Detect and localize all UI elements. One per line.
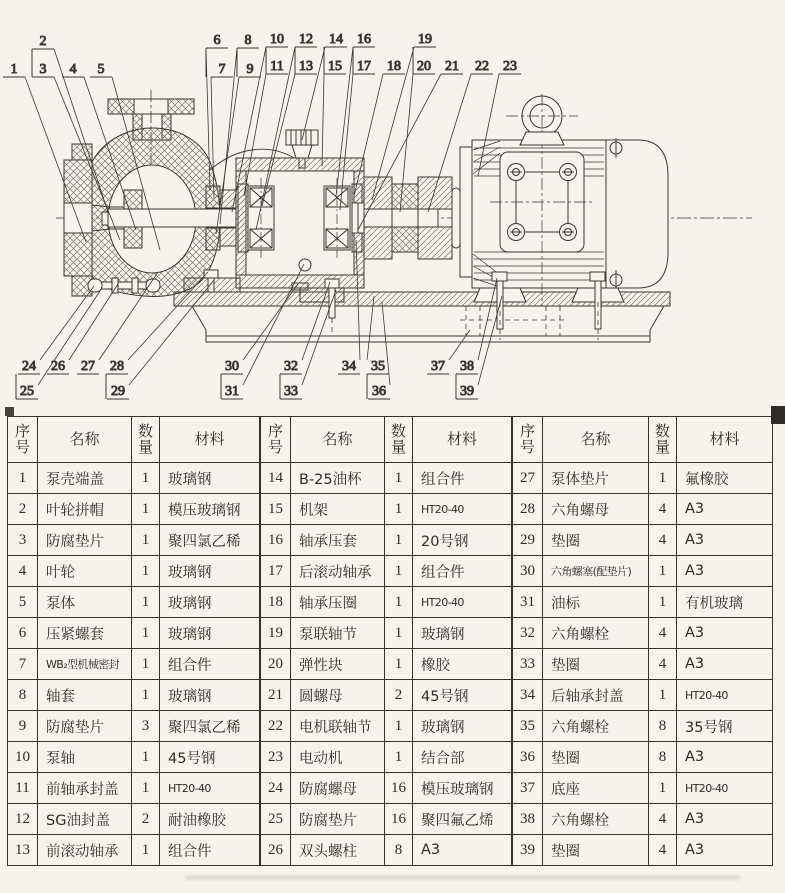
- callout-label: 39: [460, 384, 474, 399]
- part-no-cell: 39: [513, 835, 543, 866]
- table-row: [261, 835, 512, 866]
- part-material-cell: HT20-40: [677, 680, 773, 711]
- part-qty-cell: 4: [649, 494, 677, 525]
- table-row: [8, 835, 260, 866]
- header-no: 序号: [513, 417, 543, 463]
- part-name-cell: 泵体: [38, 587, 132, 618]
- part-material-cell: A3: [677, 835, 773, 866]
- header-material: 材料: [160, 417, 260, 463]
- callout-label: 22: [475, 59, 489, 74]
- table-row: [513, 618, 773, 649]
- header-qty: 数量: [649, 417, 677, 463]
- header-qty: 数量: [132, 417, 160, 463]
- table-row: [8, 587, 260, 618]
- table-row: [513, 742, 773, 773]
- part-no-cell: 8: [8, 680, 38, 711]
- part-no-cell: 13: [8, 835, 38, 866]
- part-qty-cell: 4: [649, 649, 677, 680]
- part-name-cell: 底座: [543, 773, 649, 804]
- part-material-cell: 结合部: [413, 742, 512, 773]
- callout-label: 25: [20, 384, 34, 399]
- part-name-cell: 轴套: [38, 680, 132, 711]
- scan-smudge: [185, 875, 740, 880]
- callout-label: 19: [418, 32, 432, 47]
- callout-label: 34: [342, 359, 356, 374]
- part-name-cell: 垫圈: [543, 649, 649, 680]
- callout-label: 9: [246, 62, 254, 77]
- part-qty-cell: 1: [385, 556, 413, 587]
- part-material-cell: 有机玻璃: [677, 587, 773, 618]
- table-row: [513, 773, 773, 804]
- part-material-cell: A3: [413, 835, 512, 866]
- part-material-cell: 玻璃钢: [160, 463, 260, 494]
- part-no-cell: 18: [261, 587, 291, 618]
- part-no-cell: 15: [261, 494, 291, 525]
- parts-table-group: [260, 416, 512, 866]
- part-material-cell: 玻璃钢: [413, 711, 512, 742]
- part-material-cell: A3: [677, 742, 773, 773]
- part-material-cell: 聚四氯乙稀: [160, 711, 260, 742]
- part-material-cell: HT20-40: [413, 494, 512, 525]
- part-no-cell: 14: [261, 463, 291, 494]
- table-row: [513, 649, 773, 680]
- table-row: [8, 494, 260, 525]
- part-no-cell: 33: [513, 649, 543, 680]
- parts-table: [7, 416, 773, 866]
- table-row: [8, 525, 260, 556]
- table-row: [261, 463, 512, 494]
- callout-label: 24: [22, 359, 36, 374]
- part-material-cell: 20号钢: [413, 525, 512, 556]
- part-material-cell: 聚四氟乙烯: [413, 804, 512, 835]
- part-no-cell: 12: [8, 804, 38, 835]
- header-no: 序号: [8, 417, 38, 463]
- callout-leader: [322, 74, 324, 166]
- part-material-cell: 组合件: [160, 649, 260, 680]
- part-material-cell: 玻璃钢: [160, 556, 260, 587]
- table-row: [8, 556, 260, 587]
- callout-label: 37: [431, 359, 445, 374]
- table-row: [261, 525, 512, 556]
- part-qty-cell: 4: [649, 618, 677, 649]
- part-no-cell: 21: [261, 680, 291, 711]
- part-material-cell: A3: [677, 556, 773, 587]
- part-qty-cell: 1: [132, 494, 160, 525]
- part-name-cell: SG油封盖: [38, 804, 132, 835]
- part-qty-cell: 4: [649, 835, 677, 866]
- table-row: [513, 680, 773, 711]
- part-qty-cell: 1: [649, 773, 677, 804]
- part-material-cell: 组合件: [160, 835, 260, 866]
- part-qty-cell: 1: [132, 680, 160, 711]
- part-no-cell: 37: [513, 773, 543, 804]
- callout-label: 21: [445, 59, 459, 74]
- part-no-cell: 1: [8, 463, 38, 494]
- part-qty-cell: 16: [385, 804, 413, 835]
- part-material-cell: A3: [677, 618, 773, 649]
- part-name-cell: 六角螺母: [543, 494, 649, 525]
- part-qty-cell: 1: [132, 649, 160, 680]
- part-qty-cell: 4: [649, 804, 677, 835]
- part-qty-cell: 1: [385, 649, 413, 680]
- part-material-cell: 氟橡胶: [677, 463, 773, 494]
- header-material: 材料: [677, 417, 773, 463]
- motor-rear-cap: [606, 140, 668, 288]
- table-row: [513, 711, 773, 742]
- part-no-cell: 35: [513, 711, 543, 742]
- part-name-cell: 防腐垫片: [38, 711, 132, 742]
- part-no-cell: 29: [513, 525, 543, 556]
- part-material-cell: A3: [677, 525, 773, 556]
- table-row: [261, 556, 512, 587]
- table-row: [261, 649, 512, 680]
- part-no-cell: 25: [261, 804, 291, 835]
- callout-label: 10: [270, 32, 284, 47]
- part-qty-cell: 1: [132, 525, 160, 556]
- part-qty-cell: 8: [649, 742, 677, 773]
- part-no-cell: 32: [513, 618, 543, 649]
- part-no-cell: 26: [261, 835, 291, 866]
- part-qty-cell: 1: [385, 463, 413, 494]
- part-qty-cell: 1: [385, 525, 413, 556]
- table-row: [513, 835, 773, 866]
- part-qty-cell: 16: [385, 773, 413, 804]
- part-qty-cell: 1: [132, 463, 160, 494]
- callout-label: 13: [299, 59, 313, 74]
- table-row: [8, 742, 260, 773]
- callout-label: 3: [39, 62, 47, 77]
- bearing-frame: [236, 158, 364, 336]
- callout-label: 11: [270, 59, 284, 74]
- part-material-cell: 玻璃钢: [160, 618, 260, 649]
- header-qty: 数量: [385, 417, 413, 463]
- part-qty-cell: 1: [132, 556, 160, 587]
- part-no-cell: 3: [8, 525, 38, 556]
- part-qty-cell: 1: [132, 618, 160, 649]
- part-qty-cell: 8: [385, 835, 413, 866]
- part-name-cell: 六角螺栓: [543, 804, 649, 835]
- part-qty-cell: 1: [649, 587, 677, 618]
- part-name-cell: 双头螺柱: [291, 835, 385, 866]
- callout-label: 4: [69, 62, 77, 77]
- scan-artifact: [5, 407, 14, 416]
- table-row: [513, 494, 773, 525]
- part-no-cell: 30: [513, 556, 543, 587]
- callout-label: 5: [97, 62, 105, 77]
- part-name-cell: 垫圈: [543, 742, 649, 773]
- part-no-cell: 5: [8, 587, 38, 618]
- table-row: [8, 804, 260, 835]
- callout-label: 12: [299, 32, 313, 47]
- part-qty-cell: 3: [132, 711, 160, 742]
- callout-label: 33: [284, 384, 298, 399]
- part-name-cell: 六角螺栓: [543, 618, 649, 649]
- part-qty-cell: 1: [385, 742, 413, 773]
- motor-face-plate: [460, 147, 472, 277]
- part-name-cell: 弹性块: [291, 649, 385, 680]
- part-no-cell: 19: [261, 618, 291, 649]
- callout-label: 36: [372, 384, 386, 399]
- table-row: [261, 494, 512, 525]
- part-no-cell: 23: [261, 742, 291, 773]
- part-material-cell: 45号钢: [160, 742, 260, 773]
- part-material-cell: 玻璃钢: [160, 587, 260, 618]
- part-no-cell: 17: [261, 556, 291, 587]
- part-name-cell: 油标: [543, 587, 649, 618]
- callout-label: 17: [357, 59, 371, 74]
- part-name-cell: 防腐螺母: [291, 773, 385, 804]
- callout-label: 16: [357, 32, 371, 47]
- part-name-cell: B-25油杯: [291, 463, 385, 494]
- callout-label: 31: [225, 384, 239, 399]
- table-row: [261, 618, 512, 649]
- part-name-cell: 泵体垫片: [543, 463, 649, 494]
- part-qty-cell: 8: [649, 711, 677, 742]
- table-row: [513, 587, 773, 618]
- part-name-cell: 垫圈: [543, 835, 649, 866]
- callout-label: 27: [81, 359, 95, 374]
- callout-leader: [449, 330, 470, 360]
- part-qty-cell: 1: [385, 587, 413, 618]
- part-no-cell: 34: [513, 680, 543, 711]
- part-name-cell: 泵壳端盖: [38, 463, 132, 494]
- elastic-block: [392, 184, 418, 209]
- callout-label: 1: [10, 62, 18, 77]
- part-name-cell: 机架: [291, 494, 385, 525]
- part-qty-cell: 1: [132, 835, 160, 866]
- table-row: [261, 804, 512, 835]
- part-material-cell: HT20-40: [413, 587, 512, 618]
- callout-label: 26: [51, 359, 65, 374]
- part-name-cell: 前轴承封盖: [38, 773, 132, 804]
- part-no-cell: 10: [8, 742, 38, 773]
- part-material-cell: 45号钢: [413, 680, 512, 711]
- part-no-cell: 11: [8, 773, 38, 804]
- table-row: [8, 463, 260, 494]
- table-row: [261, 680, 512, 711]
- part-name-cell: 垫圈: [543, 525, 649, 556]
- callout-label: 18: [387, 59, 401, 74]
- part-no-cell: 4: [8, 556, 38, 587]
- table-row: [261, 587, 512, 618]
- table-row: [8, 711, 260, 742]
- part-material-cell: 模压玻璃钢: [413, 773, 512, 804]
- part-material-cell: 橡胶: [413, 649, 512, 680]
- callout-label: 14: [329, 32, 343, 47]
- part-name-cell: 轴承压圈: [291, 587, 385, 618]
- callout-label: 8: [244, 33, 252, 48]
- part-name-cell: 泵联轴节: [291, 618, 385, 649]
- part-name-cell: 电动机: [291, 742, 385, 773]
- part-qty-cell: 2: [385, 680, 413, 711]
- callout-label: 20: [417, 59, 431, 74]
- part-no-cell: 27: [513, 463, 543, 494]
- header-material: 材料: [413, 417, 512, 463]
- scan-artifact: [771, 406, 785, 424]
- part-no-cell: 2: [8, 494, 38, 525]
- table-row: [8, 649, 260, 680]
- part-name-cell: 防腐垫片: [38, 525, 132, 556]
- header-no: 序号: [261, 417, 291, 463]
- callout-label: 15: [328, 59, 342, 74]
- table-row: [513, 556, 773, 587]
- part-qty-cell: 2: [132, 804, 160, 835]
- part-qty-cell: 4: [649, 525, 677, 556]
- part-no-cell: 24: [261, 773, 291, 804]
- part-qty-cell: 1: [132, 773, 160, 804]
- part-name-cell: 后滚动轴承: [291, 556, 385, 587]
- part-name-cell: 轴承压套: [291, 525, 385, 556]
- callout-label: 32: [284, 359, 298, 374]
- frame-foot: [300, 288, 344, 302]
- part-name-cell: 前滚动轴承: [38, 835, 132, 866]
- part-material-cell: A3: [677, 649, 773, 680]
- part-name-cell: 叶轮拼帽: [38, 494, 132, 525]
- table-row: [8, 773, 260, 804]
- table-row: [8, 618, 260, 649]
- part-material-cell: HT20-40: [677, 773, 773, 804]
- part-qty-cell: 1: [385, 618, 413, 649]
- callout-label: 23: [503, 59, 517, 74]
- frame-bolt-head: [325, 279, 339, 288]
- part-material-cell: HT20-40: [160, 773, 260, 804]
- part-no-cell: 6: [8, 618, 38, 649]
- table-row: [261, 742, 512, 773]
- part-no-cell: 20: [261, 649, 291, 680]
- table-row: [513, 804, 773, 835]
- part-no-cell: 28: [513, 494, 543, 525]
- parts-table-group: [7, 416, 260, 866]
- header-name: 名称: [543, 417, 649, 463]
- part-no-cell: 36: [513, 742, 543, 773]
- part-material-cell: 聚四氯乙稀: [160, 525, 260, 556]
- part-qty-cell: 1: [132, 742, 160, 773]
- callout-label: 2: [39, 34, 47, 49]
- part-material-cell: 组合件: [413, 463, 512, 494]
- part-name-cell: 六角螺塞(配垫片): [543, 556, 649, 587]
- part-qty-cell: 1: [649, 680, 677, 711]
- callout-label: 7: [218, 62, 226, 77]
- parts-table-group: [512, 416, 773, 866]
- part-name-cell: 圆螺母: [291, 680, 385, 711]
- callout-label: 29: [111, 384, 125, 399]
- table-row: [261, 711, 512, 742]
- callout-leader: [40, 286, 94, 360]
- part-qty-cell: 1: [132, 587, 160, 618]
- callout-label: 30: [225, 359, 239, 374]
- part-material-cell: 模压玻璃钢: [160, 494, 260, 525]
- part-material-cell: 组合件: [413, 556, 512, 587]
- callout-label: 28: [110, 359, 124, 374]
- part-material-cell: A3: [677, 804, 773, 835]
- table-row: [513, 463, 773, 494]
- table-row: [261, 773, 512, 804]
- part-material-cell: 耐油橡胶: [160, 804, 260, 835]
- part-qty-cell: 1: [385, 494, 413, 525]
- part-no-cell: 9: [8, 711, 38, 742]
- part-no-cell: 22: [261, 711, 291, 742]
- part-name-cell: 六角螺栓: [543, 711, 649, 742]
- part-no-cell: 38: [513, 804, 543, 835]
- part-name-cell: 叶轮: [38, 556, 132, 587]
- part-name-cell: 泵轴: [38, 742, 132, 773]
- callout-label: 6: [213, 33, 221, 48]
- callout-label: 38: [460, 359, 474, 374]
- pump-assembly-drawing: [0, 0, 785, 412]
- part-name-cell: WB₂型机械密封: [38, 649, 132, 680]
- table-row: [513, 525, 773, 556]
- part-no-cell: 31: [513, 587, 543, 618]
- part-no-cell: 16: [261, 525, 291, 556]
- part-material-cell: 玻璃钢: [413, 618, 512, 649]
- part-name-cell: 后轴承封盖: [543, 680, 649, 711]
- part-material-cell: A3: [677, 494, 773, 525]
- part-name-cell: 电机联轴节: [291, 711, 385, 742]
- part-material-cell: 35号钢: [677, 711, 773, 742]
- callout-label: 35: [371, 359, 385, 374]
- part-qty-cell: 1: [385, 711, 413, 742]
- header-name: 名称: [291, 417, 385, 463]
- part-name-cell: 压紧螺套: [38, 618, 132, 649]
- part-no-cell: 7: [8, 649, 38, 680]
- table-row: [8, 680, 260, 711]
- part-qty-cell: 1: [649, 463, 677, 494]
- part-name-cell: 防腐垫片: [291, 804, 385, 835]
- header-name: 名称: [38, 417, 132, 463]
- part-material-cell: 玻璃钢: [160, 680, 260, 711]
- part-qty-cell: 1: [649, 556, 677, 587]
